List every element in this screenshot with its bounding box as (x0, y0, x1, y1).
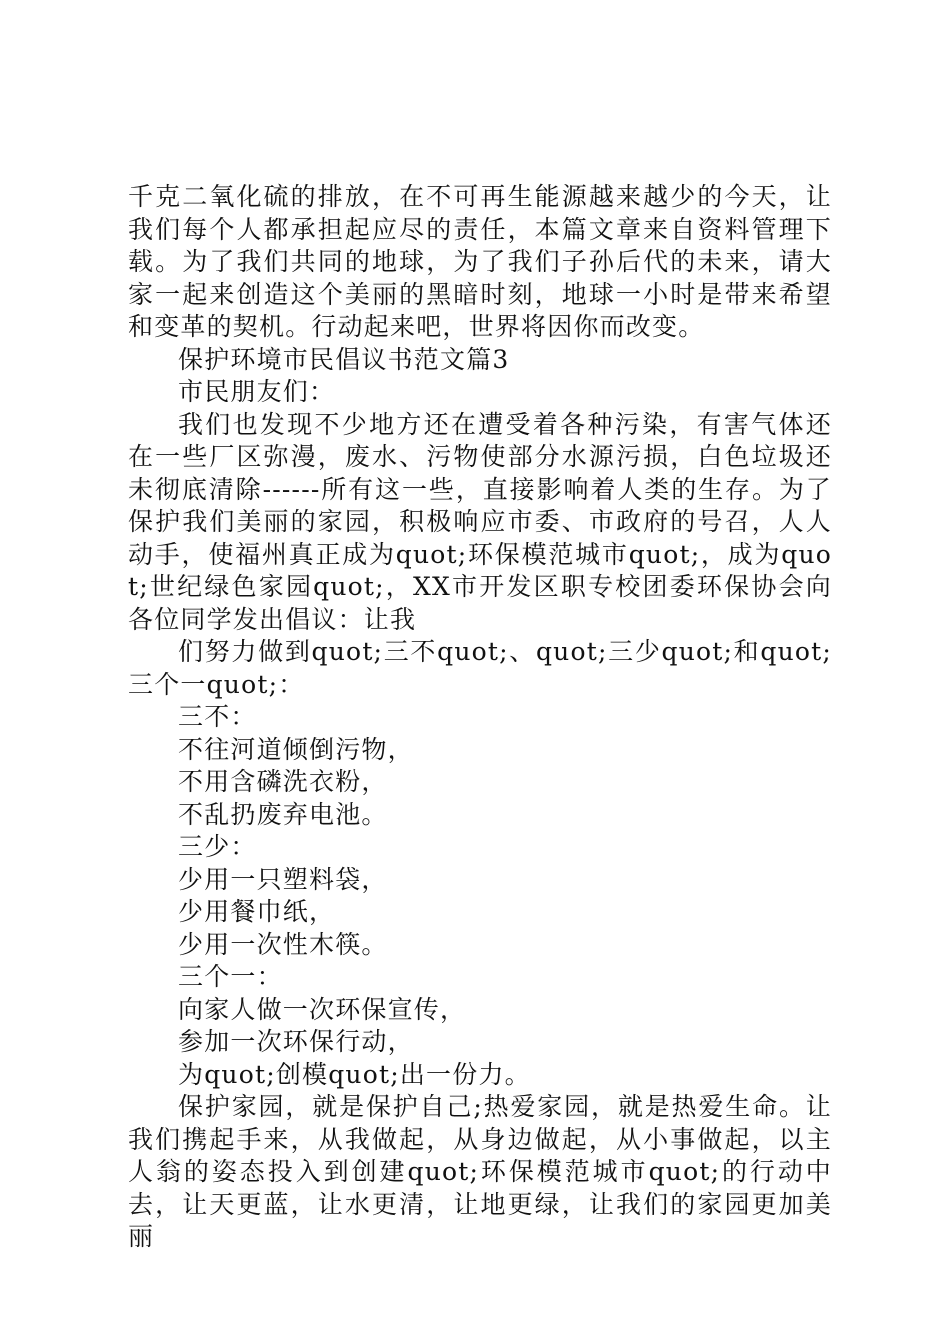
list-item: 不乱扔废弃电池。 (178, 799, 388, 829)
body-paragraph: 千克二氧化硫的排放，在不可再生能源越来越少的今天，让我们每个人都承担起应尽的责任，本篇文章来自资料管理下载。为了我们共同的地球，为了我们子孙后代的未来，请大家一起来创造这个美丽的黑暗时刻，地球一小时是带来希望和变革的契机。行动起来吧，世界将因你而改变。 (128, 182, 832, 341)
list-item: 为quot;创模quot;出一份力。 (178, 1059, 531, 1089)
list-heading-three-less: 三少： (178, 832, 257, 861)
list-heading-three-no: 三不： (178, 702, 257, 731)
list-heading-three-one: 三个一： (178, 962, 283, 991)
list-item: 参加一次环保行动， (178, 1027, 414, 1056)
body-paragraph: 们努力做到quot;三不quot;、quot;三少quot;和quot;三个一quot;： (128, 637, 832, 699)
section-heading: 保护环境市民倡议书范文篇3 (178, 344, 510, 374)
body-paragraph: 保护家园，就是保护自己;热爱家园，就是热爱生命。让我们携起手来，从我做起，从身边做起，从小事做起，以主人翁的姿态投入到创建quot;环保模范城市quot;的行动中去，让天更蓝，让水更清，让地更绿，让我们的家园更加美丽 (128, 1092, 832, 1251)
salutation: 市民朋友们： (178, 377, 336, 406)
list-item: 不往河道倾倒污物， (178, 734, 414, 764)
list-item: 少用一次性木筷。 (178, 929, 388, 959)
list-item: 少用餐巾纸， (178, 897, 336, 926)
body-paragraph: 我们也发现不少地方还在遭受着各种污染，有害气体还在一些厂区弥漫，废水、污物使部分水源污损，白色垃圾还未彻底清除------所有这一些，直接影响着人类的生存。为了保护我们美丽的家园，积极响应市委、市政府的号召，人人动手，使福州真正成为quot;环保模范城市quot;，成为quot;世纪绿色家园quot;，XX市开发区职专校团委环保协会向各位同学发出倡议：让我 (128, 409, 832, 634)
document-page (128, 181, 832, 1254)
list-item: 不用含磷洗衣粉， (178, 767, 388, 796)
list-item: 少用一只塑料袋， (178, 864, 388, 894)
list-item: 向家人做一次环保宣传， (178, 994, 467, 1024)
